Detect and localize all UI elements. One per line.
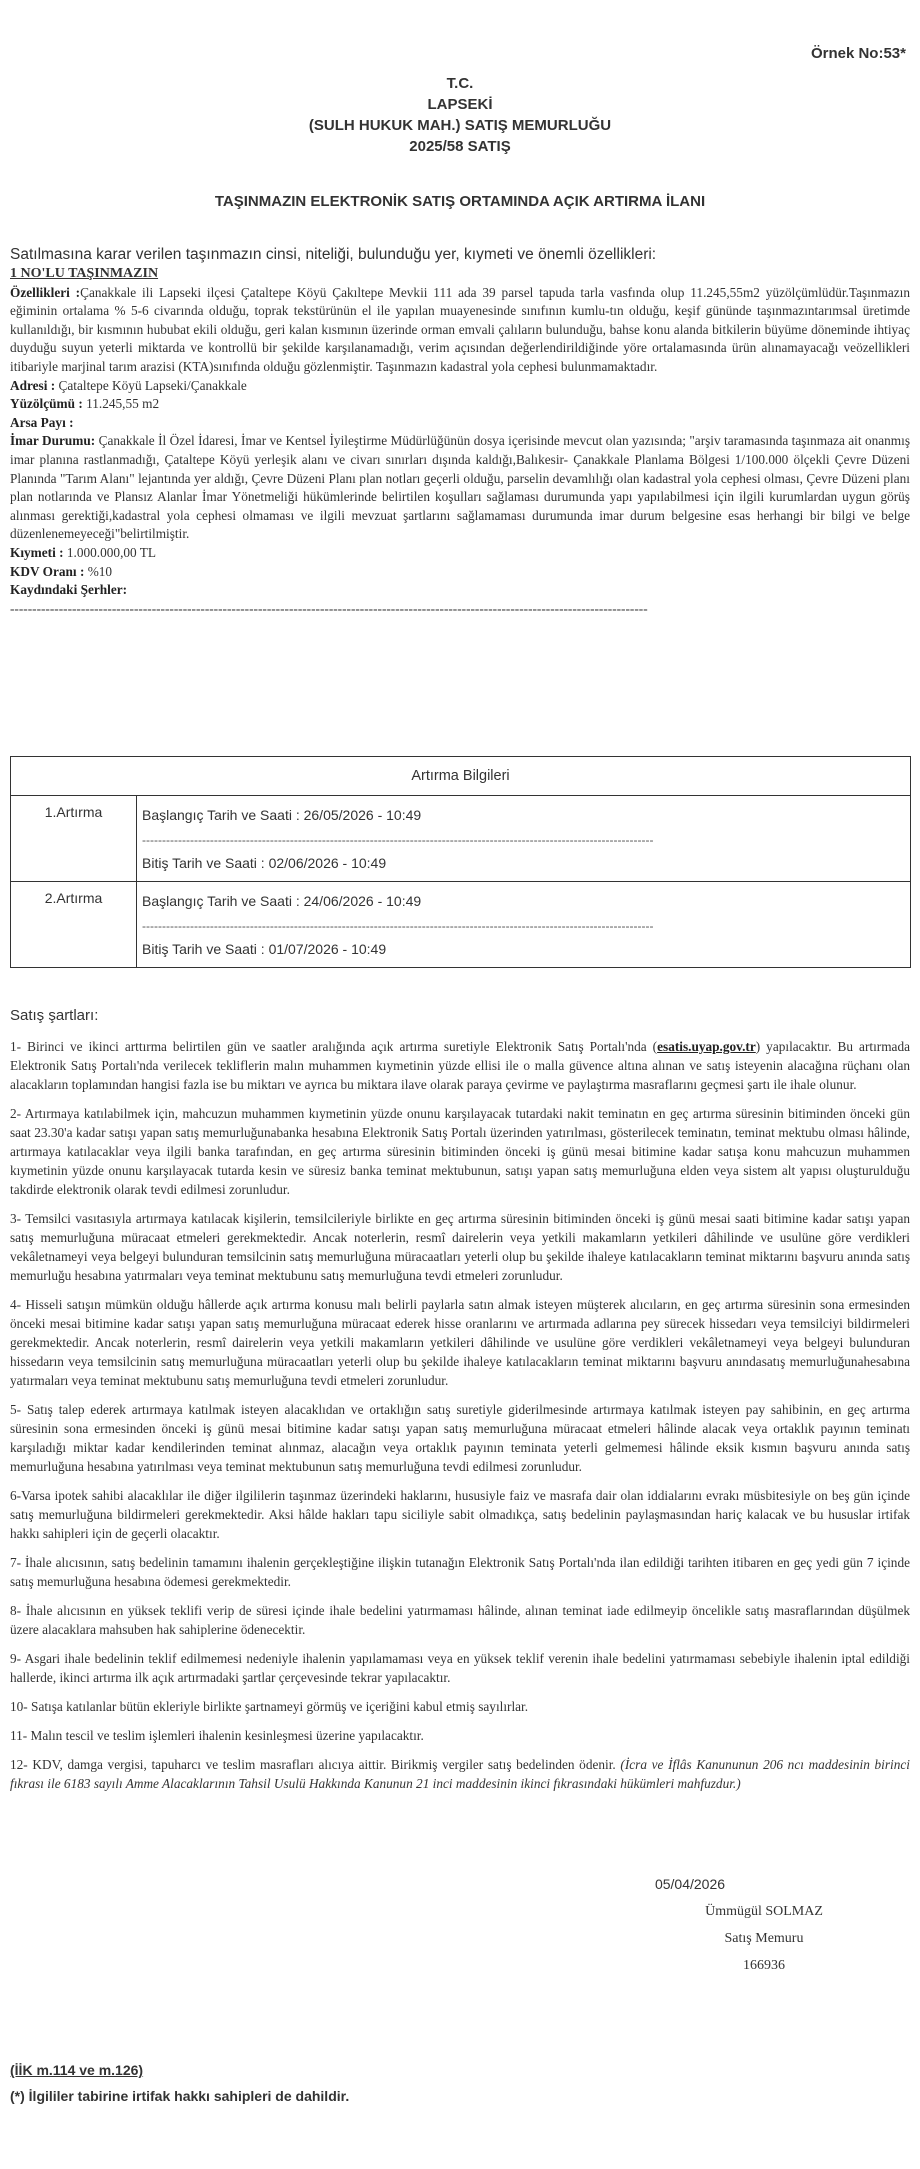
value-amount: 1.000.000,00 TL xyxy=(66,544,157,560)
footnote: (*) İlgililer tabirine irtifak hakkı sahipleri de dahildir. xyxy=(10,2088,350,2104)
condition-item: 4- Hisseli satışın mümkün olduğu hâllerde açık artırma konusu malı belirli paylarla satın almak isteyen müşterek alıcıların, en geç artırma süresinin sona ermesinden önceki mesai bitimine kadar satışı yapan satış memurluğuna müracaat ederek hisse oranlarını ve artırmada adlarına pey sürecek hissedarı veya temsilciyi bildirmeleri gerekmektedir. Ancak noterlerin, resmî dairelerin veya yetkili makamların yetkileri dâhilinde ve usulüne göre verdikleri vekâletnameyi veya belgeyi bulunduran hissedarın veya temsilcinin satış memurluğuna müracaatları yeterli olup bu şekilde ihaleye katılacakların teminat miktarını başvuru anındasatış memurluğunahesabına yatırmaları veya teminat mektubunu satış memurluğuna tevdi etmeleri zorunludur. xyxy=(10,1297,910,1388)
table-row xyxy=(11,796,911,882)
signature-date: 05/04/2026 xyxy=(654,1876,726,1892)
auction-end: Bitiş Tarih ve Saati : 02/06/2026 - 10:49 xyxy=(142,855,387,871)
auction-separator: -------------------------------------------------------------------------------------------------------------------------------- xyxy=(142,919,654,933)
header-case-number: 2025/58 SATIŞ xyxy=(409,138,511,155)
condition-item xyxy=(10,1037,910,1094)
sample-number: Örnek No:53* xyxy=(810,45,906,62)
table-row xyxy=(11,882,911,968)
intro-text: Satılmasına karar verilen taşınmazın cinsi, niteliği, bulunduğu yer, kıymeti ve önemli özellikleri: xyxy=(10,246,657,263)
area-label: Yüzölçümü : xyxy=(10,396,83,412)
condition-item: 3- Temsilci vasıtasıyla artırmaya katılacak kişilerin, temsilcileriyle birlikte en geç artırma süresinin bitiminden önceki iş günü mesai saati bitimine kadar satışı yapan satış memurluğuna müracaat etmeleri gerekmektedir. Ancak noterlerin, resmî dairelerin veya yetkili makamların yetkileri dâhilinde ve usulüne göre verdikleri vekâletnameyi veya belgeyi bulunduran temsilcinin satış memurluğuna müracaatları yeterli olup bu şekilde ihaleye katılacakların teminat miktarını başvuru anında satış memurluğu hesabına yatırmaları veya teminat mektubunu satış memurluğuna tevdi etmeleri zorunludur. xyxy=(10,1211,910,1283)
auction-end: Bitiş Tarih ve Saati : 01/07/2026 - 10:49 xyxy=(142,941,387,957)
esatis-link[interactable]: esatis.uyap.gov.tr xyxy=(657,1039,756,1054)
value-label: Kıymeti : xyxy=(10,544,64,560)
vat-rate: %10 xyxy=(87,563,113,579)
condition-text: ) yapılacaktır. Bu artırmada Elektronik Satış Portalı'nda verilecek tekliflerin malın muhammen kıymetinin yüzde ellisi ile o malla güvence altına alınan ve satış isteyenin alacağına rüçhanı olan alacakların toplamından hangisi fazla ise bu miktarı ve ayrıca bu miktara ilave olarak paraya çevirme ve paylaştırma masraflarını geçmesi şartı ile ihale olunur. xyxy=(10,1039,910,1092)
condition-item: 2- Artırmaya katılabilmek için, mahcuzun muhammen kıymetinin yüzde onunu karşılayacak tutardaki nakit teminatın en geç artırma süresinin bitiminden önceki gün saat 23.30'a kadar satışı yapan satış memurluğunabanka hesabına Elektronik Satış Portalı üzerinden yatırılması, gösterilecek teminatın, teminat mektubu olması hâlinde, artırmaya katılacaklar veya ilgili banka tarafından, en geç artırma süresinin bitiminden önceki iş günü mesai bitimine kadar satışa konu mahcuzun muhammen kıymetinin yüzde onunu karşılayacak tutarda kesin ve süresiz banka teminat mektubunun, satışı yapan satış memurluğuna elden veya sistem alt yapısı oluşturulduğu takdirde elektronik olarak tevdi edilmesi zorunludur. xyxy=(10,1106,910,1197)
header-tc: T.C. xyxy=(446,75,474,92)
conditions-heading: Satış şartları: xyxy=(10,1007,99,1024)
legal-reference: (İİK m.114 ve m.126) xyxy=(10,2062,144,2078)
auction-info-title: Artırma Bilgileri xyxy=(11,757,911,796)
header-office: (SULH HUKUK MAH.) SATIŞ MEMURLUĞU xyxy=(308,117,612,134)
signer-number: 166936 xyxy=(743,1958,785,1973)
zoning-text: Çanakkale İl Özel İdaresi, İmar ve Kentsel İyileştirme Müdürlüğünün dosya içerisinde mevcut olan yazısında; "arşiv taramasında taşınmaza ait onanmış imar planına rastlanmadığı, Çataltepe Köyü yerleşik alanı ve civarı sınırları dışında kaldığı,Balıkesir- Çanakkale Planlama Bölgesi 1/100.000 ölçekli Çevre Düzeni Planında "Tarım Alanı" lejantında yer aldığı, Çevre Düzeni Planı plan notları geçerli olduğu, parselin devamlılığı olan kadastral yola cephesi olması, Çevre Düzeni planı plan notlarında ve Plansız Alanlar İmar Yönetmeliği hükümlerinde belirtilen koşulları sağlaması durumunda yapı yapılabilmesi için ilgili kurumlardan uygun görüş alınması gerektiği,kadastral yola cephesi olmaması ve ilgili mevzuat şartlarını sağlamaması durumunda imar durum belgesine esas herhangi bir bilgi ve belge düzenlenemeyeceği"belirtilmiştir. xyxy=(10,433,910,542)
vat-label: KDV Oranı : xyxy=(10,563,85,579)
signer-title: Satış Memuru xyxy=(724,1931,804,1946)
auction-label: 1.Artırma xyxy=(11,796,137,882)
share-label: Arsa Payı : xyxy=(10,414,74,430)
features-label: Özellikleri : xyxy=(10,284,81,300)
annotations-label: Kaydındaki Şerhler: xyxy=(10,582,128,598)
address-value: Çataltepe Köyü Lapseki/Çanakkale xyxy=(58,377,247,393)
auction-separator: -------------------------------------------------------------------------------------------------------------------------------- xyxy=(142,833,654,847)
condition-item: 11- Malın tescil ve teslim işlemleri ihalenin kesinleşmesi üzerine yapılacaktır. xyxy=(10,1728,424,1743)
zoning-label: İmar Durumu: xyxy=(10,433,96,449)
address-label: Adresi : xyxy=(10,377,56,393)
condition-item: 10- Satışa katılanlar bütün ekleriyle birlikte şartnameyi görmüş ve içeriğini kabul etmiş sayılırlar. xyxy=(10,1699,529,1714)
condition-item: 5- Satış talep ederek artırmaya katılmak isteyen alacaklıdan ve ortaklığın satış suretiyle giderilmesinde artırmaya katılmak isteyen pay sahibinin, en geç artırma süresinin sona ermesinden önceki iş günü mesai bitimine kadar satışı yapan satış memurluğuna müracaat etmeleri hâlinde alacak veya ortaklık payının teminatı karşıladığı miktar kadar kendilerinden teminat alınmaz, alacağın veya ortaklık payının teminata yeterli gelmemesi hâlinde eksik kısmın başvuru anında satış memurluğuna hesabına yatırılması veya teminat mektubunun satış memurluğuna tevdi edilmesi zorunludur. xyxy=(10,1402,910,1474)
property-heading: 1 NO'LU TAŞINMAZIN xyxy=(10,266,159,281)
auction-label: 2.Artırma xyxy=(11,882,137,968)
header-city: LAPSEKİ xyxy=(427,96,493,113)
property-details xyxy=(10,264,910,618)
features-text: Çanakkale ili Lapseki ilçesi Çataltepe Köyü Çakıltepe Mevkii 111 ada 39 parsel tapuda tarla vasfında olup 11.245,55m2 yüzölçümlüdür.Taşınmazın eğiminin ortalama % 5-6 civarında olduğu, toprak tekstürünün el ile yapılan muayenesinde sınıfının kumlu-tın olduğu, keşif gününde taşınmazıntarımsal üretimde kullanıldığı, bir kısmının hububat ekili olduğu, geri kalan kısmının üzerinde orman emvali çalıların bulunduğu, bahse konu alanda bitkilerin büyüme döneminde ihtiyaç duyduğu suyun yeterli miktarda ve kontrollü bir şekilde karşılanamadığı, verim açısından değerlendirildiğinde yöre ortalamasında ürün alınamayacağı veözellikleri itibariyle marjinal tarım arazisi (KTA)sınıfında olduğu gözlenmiştir. Taşınmazın kadastral yola cephesi bulunmamaktadır. xyxy=(10,284,910,374)
signer-name: Ümmügül SOLMAZ xyxy=(705,1904,823,1919)
auction-dates xyxy=(137,796,911,882)
condition-item: 9- Asgari ihale bedelinin teklif edilmemesi nedeniyle ihalenin yapılamaması veya en yüksek teklif verenin ihale bedelini yatırmaması sebebiyle ihalenin iptal edildiği hallerde, ikinci artırma ilk açık artırmadaki şartlar çerçevesinde tekrar yapılacaktır. xyxy=(10,1651,910,1685)
area-value: 11.245,55 m2 xyxy=(86,396,160,412)
auction-start: Başlangıç Tarih ve Saati : 26/05/2026 - 10:49 xyxy=(142,807,422,823)
condition-item: 7- İhale alıcısının, satış bedelinin tamamını ihalenin gerçekleştiğine ilişkin tutanağın Elektronik Satış Portalı'nda ilan edildiği tarihten itibaren en geç yedi gün 7 içinde satış memurluğuna hesabına ödemesi gerekmektedir. xyxy=(10,1555,910,1589)
auction-start: Başlangıç Tarih ve Saati : 24/06/2026 - 10:49 xyxy=(142,893,422,909)
divider-dashes: ------------------------------------------------------------------------------------------------------------------------------------------------ xyxy=(10,600,648,616)
condition-item xyxy=(10,1755,910,1793)
condition-text: 1- Birinci ve ikinci arttırma belirtilen gün ve saatler aralığında açık artırma suretiyle Elektronik Satış Portalı'nda ( xyxy=(10,1039,658,1054)
auction-dates xyxy=(137,882,911,968)
condition-item: 8- İhale alıcısının en yüksek teklifi verip de süresi içinde ihale bedelini yatırmaması hâlinde, alınan teminat iade edilmeyip öncelikle satış masraflarından düşülmek üzere alacaklara mahsuben hak sahiplerine ödenecektir. xyxy=(10,1603,910,1637)
auction-info-table xyxy=(10,756,911,968)
document-header xyxy=(0,73,920,157)
announcement-title: TAŞINMAZIN ELEKTRONİK SATIŞ ORTAMINDA AÇIK ARTIRMA İLANI xyxy=(214,193,706,210)
condition-text: 12- KDV, damga vergisi, tapuharcı ve teslim masrafları alıcıya aittir. Birikmiş vergiler satış bedelinden ödenir. xyxy=(10,1757,621,1772)
condition-item: 6-Varsa ipotek sahibi alacaklılar ile diğer ilgililerin taşınmaz üzerindeki haklarını, hususiyle faiz ve masrafa dair olan iddialarını evrakı müsbitesiyle on beş gün içinde satış memurluğuna bildirmeleri gerekmektedir. Aksi hâlde hakları tapu siciliyle sabit olmadıkça, satış bedelinin paylaşmasından hariç kalacak ve bu hususlar irtifak hakkı sahipleri için de geçerli olacaktır. xyxy=(10,1488,910,1541)
conditions-list xyxy=(10,1037,910,1803)
condition-legal-note: (İcra ve İflâs Kanununun 206 ncı maddesinin birinci fıkrası ile 6183 sayılı Amme Alacaklarının Tahsil Usulü Hakkında Kanunun 21 inci maddesinin ikinci fıkrasındaki hükümleri mahfuzdur.) xyxy=(10,1757,910,1791)
